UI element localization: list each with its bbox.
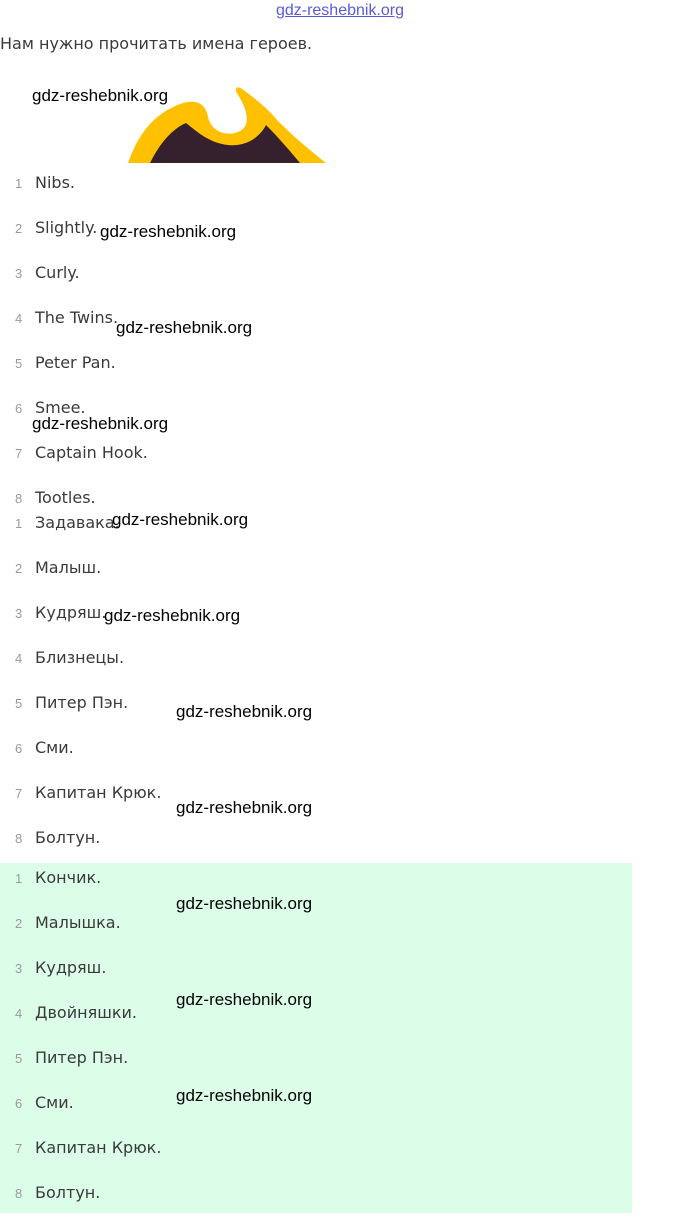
hero-name: Кудряш. xyxy=(35,958,107,977)
list-item xyxy=(0,908,632,953)
watermark: gdz-reshebnik.org xyxy=(176,990,313,1009)
hero-name: Малыш. xyxy=(35,558,102,577)
hero-name: Малышка. xyxy=(35,913,121,932)
item-number: 8 xyxy=(15,1186,23,1201)
heroes-list-russian-1 xyxy=(0,508,632,868)
list-item xyxy=(0,953,632,998)
item-number: 8 xyxy=(15,491,23,506)
item-number: 1 xyxy=(15,516,23,531)
list-item xyxy=(0,643,632,688)
watermark: gdz-reshebnik.org xyxy=(32,86,169,105)
hero-name: Болтун. xyxy=(35,1183,101,1202)
intro-text: Нам нужно прочитать имена героев. xyxy=(0,34,313,53)
watermark: gdz-reshebnik.org xyxy=(112,510,249,529)
item-number: 5 xyxy=(15,356,23,371)
watermark: gdz-reshebnik.org xyxy=(32,414,169,433)
item-number: 3 xyxy=(15,961,23,976)
item-number: 3 xyxy=(15,266,23,281)
hero-name: Кончик. xyxy=(35,868,102,887)
item-number: 4 xyxy=(15,1006,23,1021)
item-number: 6 xyxy=(15,741,23,756)
item-number: 1 xyxy=(15,871,23,886)
list-item xyxy=(0,1133,632,1178)
list-item xyxy=(0,998,632,1043)
heroes-list-english xyxy=(0,168,632,528)
hero-name: The Twins. xyxy=(35,308,119,327)
list-item xyxy=(0,258,632,303)
item-number: 2 xyxy=(15,916,23,931)
list-item xyxy=(0,823,632,868)
hero-name: Smee. xyxy=(35,398,86,417)
watermark: gdz-reshebnik.org xyxy=(176,798,313,817)
item-number: 7 xyxy=(15,446,23,461)
watermark: gdz-reshebnik.org xyxy=(176,894,313,913)
hero-name: Tootles. xyxy=(35,488,96,507)
item-number: 4 xyxy=(15,651,23,666)
hero-name: Болтун. xyxy=(35,828,101,847)
hero-name: Сми. xyxy=(35,738,74,757)
list-item xyxy=(0,1178,632,1223)
item-number: 7 xyxy=(15,786,23,801)
watermark: gdz-reshebnik.org xyxy=(176,1086,313,1105)
heroes-list-russian-2 xyxy=(0,863,632,1213)
list-item xyxy=(0,438,632,483)
watermark: gdz-reshebnik.org xyxy=(104,606,241,625)
list-item xyxy=(0,598,632,643)
hero-name: Curly. xyxy=(35,263,80,282)
item-number: 4 xyxy=(15,311,23,326)
item-number: 6 xyxy=(15,401,23,416)
hero-name: Питер Пэн. xyxy=(35,1048,129,1067)
hero-name: Slightly. xyxy=(35,218,98,237)
item-number: 5 xyxy=(15,1051,23,1066)
hero-name: Captain Hook. xyxy=(35,443,148,462)
item-number: 5 xyxy=(15,696,23,711)
hero-name: Nibs. xyxy=(35,173,75,192)
list-item xyxy=(0,508,632,553)
item-number: 2 xyxy=(15,221,23,236)
site-link[interactable]: gdz-reshebnik.org xyxy=(275,2,405,19)
hero-name: Задавака. xyxy=(35,513,120,532)
hero-name: Капитан Крюк. xyxy=(35,1138,162,1157)
watermark: gdz-reshebnik.org xyxy=(176,702,313,721)
list-item xyxy=(0,168,632,213)
hero-name: Сми. xyxy=(35,1093,74,1112)
list-item xyxy=(0,688,632,733)
item-number: 3 xyxy=(15,606,23,621)
list-item xyxy=(0,348,632,393)
list-item xyxy=(0,1043,632,1088)
list-item xyxy=(0,553,632,598)
list-item xyxy=(0,733,632,778)
hero-name: Кудряш. xyxy=(35,603,107,622)
item-number: 8 xyxy=(15,831,23,846)
hero-name: Капитан Крюк. xyxy=(35,783,162,802)
list-item xyxy=(0,1088,632,1133)
list-item xyxy=(0,213,632,258)
item-number: 1 xyxy=(15,176,23,191)
watermark: gdz-reshebnik.org xyxy=(116,318,253,337)
list-item xyxy=(0,863,632,908)
list-item xyxy=(0,778,632,823)
hero-name: Питер Пэн. xyxy=(35,693,129,712)
item-number: 2 xyxy=(15,561,23,576)
watermark: gdz-reshebnik.org xyxy=(100,222,237,241)
list-item xyxy=(0,303,632,348)
item-number: 7 xyxy=(15,1141,23,1156)
hero-name: Двойняшки. xyxy=(35,1003,137,1022)
hero-name: Peter Pan. xyxy=(35,353,116,372)
hero-name: Близнецы. xyxy=(35,648,125,667)
item-number: 6 xyxy=(15,1096,23,1111)
